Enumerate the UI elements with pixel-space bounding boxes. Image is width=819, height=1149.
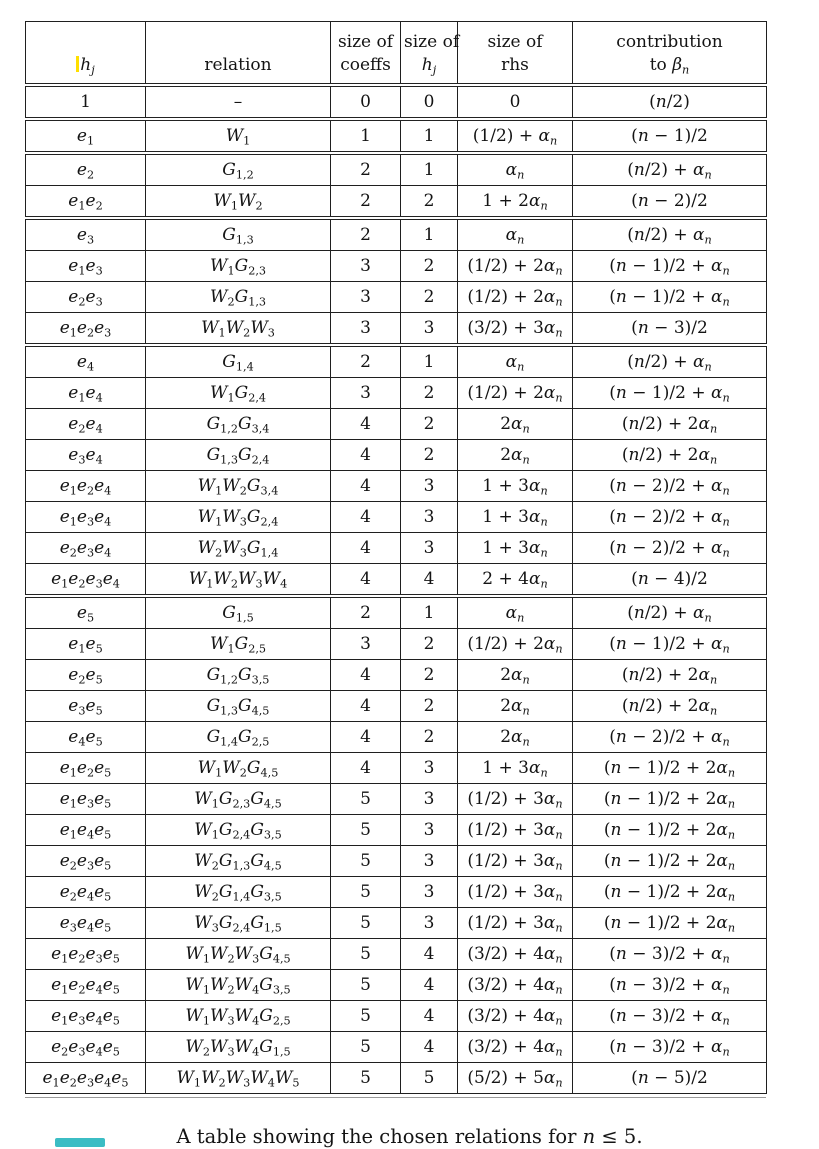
cell-size-hj: 2 (401, 440, 458, 471)
cell-size-coeffs: 5 (331, 908, 401, 939)
cell-hj: $e_1e_3$ (26, 251, 146, 282)
cell-size-coeffs: 0 (331, 85, 401, 119)
row-group-1 (26, 119, 767, 153)
cell-size-coeffs: 4 (331, 533, 401, 564)
cell-size-coeffs: 3 (331, 313, 401, 346)
cell-contribution: (n − 3)/2 (573, 313, 767, 346)
cell-hj: $e_1e_2e_3e_4e_5$ (26, 1063, 146, 1094)
cell-contribution: $(n - 1)/2 + 2\alpha_n$ (573, 846, 767, 877)
cell-size-rhs: $\alpha_n$ (458, 596, 573, 629)
table-header (26, 22, 767, 86)
cell-contribution: $(n - 1)/2 + \alpha_n$ (573, 629, 767, 660)
cell-contribution: $(n - 2)/2 + \alpha_n$ (573, 471, 767, 502)
cell-hj: $e_1e_2e_5$ (26, 753, 146, 784)
cell-size-coeffs: 5 (331, 877, 401, 908)
cell-hj: $e_1e_2e_3e_5$ (26, 939, 146, 970)
cell-hj: $e_2e_4e_5$ (26, 877, 146, 908)
cell-contribution: $(n/2) + \alpha_n$ (573, 218, 767, 251)
bottom-left-highlight-marker (55, 1138, 105, 1147)
table-row (26, 218, 767, 251)
cell-contribution: $(n - 3)/2 + \alpha_n$ (573, 1001, 767, 1032)
cell-size-hj: 2 (401, 722, 458, 753)
cell-size-rhs: $(1/2) + 2\alpha_n$ (458, 629, 573, 660)
cell-relation: $W_1W_2W_3W_4W_5$ (146, 1063, 331, 1094)
cell-size-rhs: $1 + 3\alpha_n$ (458, 471, 573, 502)
cell-size-coeffs: 5 (331, 784, 401, 815)
cell-size-rhs: $\alpha_n$ (458, 345, 573, 378)
cell-contribution: $(n - 1)/2 + \alpha_n$ (573, 251, 767, 282)
table-row (26, 1032, 767, 1063)
cell-size-coeffs: 2 (331, 345, 401, 378)
cell-contribution: $(n - 3)/2 + \alpha_n$ (573, 1032, 767, 1063)
table-row (26, 251, 767, 282)
cell-size-rhs: 0 (458, 85, 573, 119)
cell-relation: $G_{1,5}$ (146, 596, 331, 629)
row-group-5 (26, 596, 767, 1094)
cell-size-rhs: $(3/2) + 4\alpha_n$ (458, 970, 573, 1001)
cell-relation: $W_1W_2W_3$ (146, 313, 331, 346)
cell-size-rhs: $(3/2) + 4\alpha_n$ (458, 939, 573, 970)
cell-size-rhs: $(1/2) + 2\alpha_n$ (458, 251, 573, 282)
cell-size-coeffs: 2 (331, 596, 401, 629)
cell-hj: $e_1e_2e_3e_4$ (26, 564, 146, 597)
cell-size-hj: 3 (401, 313, 458, 346)
cell-size-rhs: $(3/2) + 4\alpha_n$ (458, 1032, 573, 1063)
table-row (26, 119, 767, 153)
cell-size-hj: 1 (401, 218, 458, 251)
table-row (26, 908, 767, 939)
cell-hj: $e_1e_2$ (26, 186, 146, 219)
cell-size-hj: 4 (401, 564, 458, 597)
cell-hj: $e_3$ (26, 218, 146, 251)
cell-size-rhs: $1 + 2\alpha_n$ (458, 186, 573, 219)
cell-relation: $G_{1,2}$ (146, 153, 331, 186)
cell-size-rhs: $1 + 3\alpha_n$ (458, 533, 573, 564)
cell-contribution: $(n/2) + 2\alpha_n$ (573, 660, 767, 691)
cell-relation: $W_1G_{2,4}$ (146, 378, 331, 409)
cell-size-coeffs: 4 (331, 502, 401, 533)
cell-relation: $W_1G_{2,5}$ (146, 629, 331, 660)
cell-size-coeffs: 3 (331, 378, 401, 409)
cell-size-coeffs: 3 (331, 629, 401, 660)
column-header-size-coeffs: size of coeffs (331, 22, 401, 86)
cell-size-hj: 4 (401, 1032, 458, 1063)
table-row (26, 153, 767, 186)
table-row (26, 471, 767, 502)
cell-size-coeffs: 5 (331, 815, 401, 846)
cell-relation: $W_1W_2G_{4,5}$ (146, 753, 331, 784)
table-row (26, 502, 767, 533)
page (0, 21, 819, 1149)
cell-contribution: $(n - 2)/2 + \alpha_n$ (573, 502, 767, 533)
cell-size-rhs: $2\alpha_n$ (458, 722, 573, 753)
cell-size-rhs: $(1/2) + 3\alpha_n$ (458, 815, 573, 846)
table-row (26, 753, 767, 784)
cell-size-rhs: $(5/2) + 5\alpha_n$ (458, 1063, 573, 1094)
cell-size-hj: 3 (401, 877, 458, 908)
table-row (26, 440, 767, 471)
cell-size-coeffs: 4 (331, 722, 401, 753)
table-row (26, 313, 767, 346)
cell-size-hj: 1 (401, 153, 458, 186)
cell-contribution: (n − 1)/2 (573, 119, 767, 153)
cell-size-coeffs: 4 (331, 440, 401, 471)
column-header-size-hj: size of $h_j$ (401, 22, 458, 86)
cell-contribution: $(n/2) + \alpha_n$ (573, 153, 767, 186)
cell-relation: $G_{1,2}G_{3,4}$ (146, 409, 331, 440)
cell-relation: $W_3G_{2,4}G_{1,5}$ (146, 908, 331, 939)
column-header-relation: relation (146, 22, 331, 86)
cell-size-hj: 3 (401, 753, 458, 784)
cell-size-rhs: $2\alpha_n$ (458, 440, 573, 471)
table-row (26, 85, 767, 119)
cell-relation: $W_2G_{1,3}G_{4,5}$ (146, 846, 331, 877)
cell-contribution: (n − 5)/2 (573, 1063, 767, 1094)
relations-table (25, 21, 767, 1094)
table-row (26, 815, 767, 846)
cell-contribution: (n/2) (573, 85, 767, 119)
cell-relation: $W_2W_3G_{1,4}$ (146, 533, 331, 564)
cell-contribution: $(n - 2)/2 + \alpha_n$ (573, 533, 767, 564)
cell-relation: $W_1W_2W_4G_{3,5}$ (146, 970, 331, 1001)
cell-relation: $W_1G_{2,3}G_{4,5}$ (146, 784, 331, 815)
cell-size-hj: 5 (401, 1063, 458, 1094)
cell-size-coeffs: 2 (331, 153, 401, 186)
column-header-size-rhs: size of rhs (458, 22, 573, 86)
cell-size-hj: 3 (401, 533, 458, 564)
cell-hj: $e_5$ (26, 596, 146, 629)
cell-size-rhs: $(1/2) + 3\alpha_n$ (458, 908, 573, 939)
cell-size-hj: 3 (401, 502, 458, 533)
cell-contribution: $(n - 1)/2 + \alpha_n$ (573, 378, 767, 409)
cell-contribution: $(n - 1)/2 + 2\alpha_n$ (573, 877, 767, 908)
cell-contribution: $(n - 1)/2 + 2\alpha_n$ (573, 753, 767, 784)
cell-hj: $e_1e_3e_5$ (26, 784, 146, 815)
cell-hj: $e_3e_4$ (26, 440, 146, 471)
cell-hj: $e_1e_4e_5$ (26, 815, 146, 846)
cell-hj: $e_1e_2e_3$ (26, 313, 146, 346)
row-group-4 (26, 345, 767, 596)
cell-relation: $G_{1,4}G_{2,5}$ (146, 722, 331, 753)
cell-relation: $W_1G_{2,3}$ (146, 251, 331, 282)
cell-size-coeffs: 4 (331, 753, 401, 784)
cell-hj: $e_2e_3$ (26, 282, 146, 313)
cell-relation: $W_1G_{2,4}G_{3,5}$ (146, 815, 331, 846)
row-group-2 (26, 153, 767, 218)
cell-relation: $G_{1,4}$ (146, 345, 331, 378)
cell-hj: $e_2e_5$ (26, 660, 146, 691)
cell-contribution: $(n - 2)/2 + \alpha_n$ (573, 722, 767, 753)
cell-hj: $e_2e_3e_4$ (26, 533, 146, 564)
cell-size-coeffs: 2 (331, 218, 401, 251)
cell-hj: $e_1e_4$ (26, 378, 146, 409)
cell-size-hj: 3 (401, 908, 458, 939)
cell-size-rhs: $(3/2) + 3\alpha_n$ (458, 313, 573, 346)
cell-contribution: (n − 4)/2 (573, 564, 767, 597)
table-row (26, 596, 767, 629)
cell-size-coeffs: 4 (331, 471, 401, 502)
cell-relation: $G_{1,2}G_{3,5}$ (146, 660, 331, 691)
row-group-3 (26, 218, 767, 345)
cell-size-hj: 2 (401, 660, 458, 691)
table-row (26, 691, 767, 722)
cell-size-rhs: $1 + 3\alpha_n$ (458, 502, 573, 533)
cell-relation: $W_2G_{1,3}$ (146, 282, 331, 313)
cell-hj: $e_2e_3e_5$ (26, 846, 146, 877)
cell-size-coeffs: 3 (331, 282, 401, 313)
cell-hj: $e_1e_2e_4e_5$ (26, 970, 146, 1001)
table-row (26, 1001, 767, 1032)
cell-relation: $W_1W_2W_3G_{4,5}$ (146, 939, 331, 970)
cell-size-hj: 2 (401, 378, 458, 409)
cell-size-hj: 1 (401, 345, 458, 378)
table-row (26, 846, 767, 877)
cell-relation: $W_1W_3W_4G_{2,5}$ (146, 1001, 331, 1032)
cell-size-hj: 2 (401, 629, 458, 660)
cell-size-hj: 2 (401, 691, 458, 722)
cell-relation: – (146, 85, 331, 119)
cell-size-hj: 4 (401, 1001, 458, 1032)
cell-size-rhs: $(1/2) + 2\alpha_n$ (458, 378, 573, 409)
cell-relation: $W_1W_3G_{2,4}$ (146, 502, 331, 533)
cell-contribution: $(n - 1)/2 + 2\alpha_n$ (573, 908, 767, 939)
cell-size-hj: 3 (401, 846, 458, 877)
cell-size-coeffs: 2 (331, 186, 401, 219)
cell-size-coeffs: 1 (331, 119, 401, 153)
cell-contribution: $(n - 1)/2 + 2\alpha_n$ (573, 815, 767, 846)
cell-size-rhs: $(1/2) + 2\alpha_n$ (458, 282, 573, 313)
table-row (26, 877, 767, 908)
table-row (26, 970, 767, 1001)
table-row (26, 533, 767, 564)
cell-size-coeffs: 5 (331, 1032, 401, 1063)
table-row (26, 345, 767, 378)
cell-size-coeffs: 4 (331, 409, 401, 440)
cell-size-coeffs: 5 (331, 970, 401, 1001)
cell-relation: $G_{1,3}G_{4,5}$ (146, 691, 331, 722)
cell-size-coeffs: 5 (331, 846, 401, 877)
table-row (26, 939, 767, 970)
cell-relation: $G_{1,3}$ (146, 218, 331, 251)
table-row (26, 282, 767, 313)
cell-contribution: $(n - 3)/2 + \alpha_n$ (573, 939, 767, 970)
cell-size-hj: 1 (401, 596, 458, 629)
cell-size-hj: 4 (401, 939, 458, 970)
cell-size-hj: 1 (401, 119, 458, 153)
cell-contribution: $(n/2) + 2\alpha_n$ (573, 691, 767, 722)
cell-size-rhs: $(1/2) + 3\alpha_n$ (458, 784, 573, 815)
cell-relation: $W_1W_2W_3W_4$ (146, 564, 331, 597)
cell-contribution: (n − 2)/2 (573, 186, 767, 219)
cell-relation: $W_1$ (146, 119, 331, 153)
cell-contribution: $(n/2) + \alpha_n$ (573, 596, 767, 629)
cell-size-rhs: $2 + 4\alpha_n$ (458, 564, 573, 597)
cell-size-hj: 3 (401, 815, 458, 846)
cell-size-rhs: $\alpha_n$ (458, 218, 573, 251)
cell-hj: $e_1e_5$ (26, 629, 146, 660)
table-bottom-double-rule (25, 1097, 766, 1098)
text-cursor-artifact (76, 56, 79, 72)
cell-hj: $e_2$ (26, 153, 146, 186)
cell-size-hj: 0 (401, 85, 458, 119)
cell-size-coeffs: 5 (331, 939, 401, 970)
cell-size-coeffs: 4 (331, 691, 401, 722)
cell-size-rhs: $(1/2) + 3\alpha_n$ (458, 846, 573, 877)
cell-hj: $e_1e_3e_4$ (26, 502, 146, 533)
cell-relation: $W_2W_3W_4G_{1,5}$ (146, 1032, 331, 1063)
cell-hj: $e_2e_3e_4e_5$ (26, 1032, 146, 1063)
cell-hj: $e_2e_4$ (26, 409, 146, 440)
cell-size-coeffs: 4 (331, 564, 401, 597)
cell-size-hj: 4 (401, 970, 458, 1001)
cell-size-hj: 2 (401, 251, 458, 282)
cell-size-rhs: $(3/2) + 4\alpha_n$ (458, 1001, 573, 1032)
table-row (26, 660, 767, 691)
column-header-hj: $h_j$ (26, 22, 146, 86)
table-row (26, 629, 767, 660)
cell-hj: $e_1e_2e_4$ (26, 471, 146, 502)
table-row (26, 1063, 767, 1094)
cell-hj: 1 (26, 85, 146, 119)
cell-relation: $G_{1,3}G_{2,4}$ (146, 440, 331, 471)
cell-relation: $W_1W_2$ (146, 186, 331, 219)
cell-relation: $W_2G_{1,4}G_{3,5}$ (146, 877, 331, 908)
table-row (26, 378, 767, 409)
cell-hj: $e_3e_4e_5$ (26, 908, 146, 939)
cell-hj: $e_4e_5$ (26, 722, 146, 753)
header-row (26, 22, 767, 86)
cell-size-rhs: $(1/2) + 3\alpha_n$ (458, 877, 573, 908)
cell-size-rhs: $(1/2) + \alpha_n$ (458, 119, 573, 153)
cell-hj: $e_3e_5$ (26, 691, 146, 722)
column-header-contribution: contribution to $\beta_n$ (573, 22, 767, 86)
cell-size-coeffs: 5 (331, 1001, 401, 1032)
cell-size-rhs: $1 + 3\alpha_n$ (458, 753, 573, 784)
cell-size-coeffs: 4 (331, 660, 401, 691)
table-row (26, 722, 767, 753)
cell-contribution: $(n - 1)/2 + \alpha_n$ (573, 282, 767, 313)
table-row (26, 564, 767, 597)
cell-contribution: $(n/2) + 2\alpha_n$ (573, 440, 767, 471)
cell-size-hj: 2 (401, 186, 458, 219)
table-caption: A table showing the chosen relations for n ≤ 5. (176, 1125, 643, 1148)
cell-contribution: $(n/2) + \alpha_n$ (573, 345, 767, 378)
cell-contribution: $(n/2) + 2\alpha_n$ (573, 409, 767, 440)
cell-size-rhs: $2\alpha_n$ (458, 691, 573, 722)
cell-size-coeffs: 3 (331, 251, 401, 282)
row-group-0 (26, 85, 767, 119)
cell-size-rhs: $\alpha_n$ (458, 153, 573, 186)
cell-hj: $e_1e_3e_4e_5$ (26, 1001, 146, 1032)
cell-relation: $W_1W_2G_{3,4}$ (146, 471, 331, 502)
cell-size-hj: 3 (401, 784, 458, 815)
table-row (26, 186, 767, 219)
cell-size-hj: 3 (401, 471, 458, 502)
cell-size-hj: 2 (401, 282, 458, 313)
cell-hj: $e_1$ (26, 119, 146, 153)
cell-contribution: $(n - 3)/2 + \alpha_n$ (573, 970, 767, 1001)
table-row (26, 784, 767, 815)
cell-size-hj: 2 (401, 409, 458, 440)
cell-size-rhs: $2\alpha_n$ (458, 409, 573, 440)
cell-size-rhs: $2\alpha_n$ (458, 660, 573, 691)
cell-size-coeffs: 5 (331, 1063, 401, 1094)
table-row (26, 409, 767, 440)
cell-hj: $e_4$ (26, 345, 146, 378)
cell-contribution: $(n - 1)/2 + 2\alpha_n$ (573, 784, 767, 815)
